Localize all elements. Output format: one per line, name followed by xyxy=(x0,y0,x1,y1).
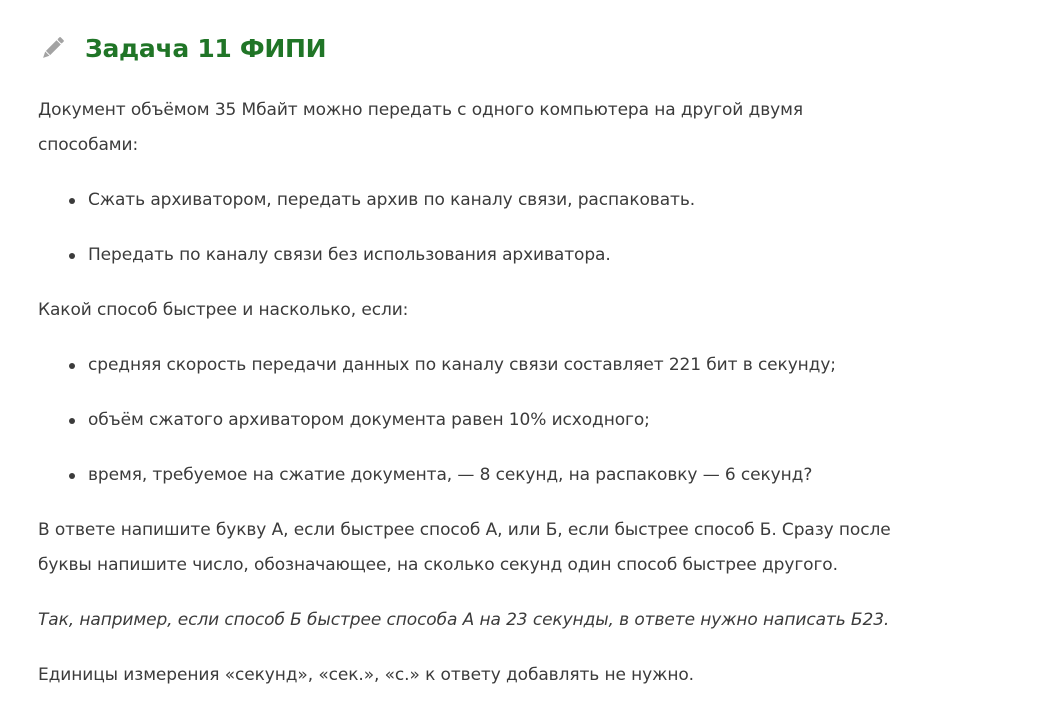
page-title: Задача 11 ФИПИ xyxy=(85,33,327,63)
intro-text-line-2: способами: xyxy=(38,135,139,155)
pencil-icon xyxy=(38,33,68,63)
task-header xyxy=(38,28,326,68)
method-a-text: Сжать архиватором, передать архив по каналу связи, распаковать. xyxy=(88,190,696,210)
list-item xyxy=(88,348,836,383)
condition-speed-text: средняя скорость передачи данных по каналу связи составляет 221 бит в секунду; xyxy=(88,355,836,375)
method-b-text: Передать по каналу связи без использования архиватора. xyxy=(88,245,611,265)
list-item xyxy=(88,458,812,493)
bullet xyxy=(69,253,75,259)
bullet xyxy=(69,198,75,204)
units-note-text: Единицы измерения «секунд», «сек.», «с.» к ответу добавлять не нужно. xyxy=(38,665,694,685)
bullet xyxy=(69,473,75,479)
list-item xyxy=(88,403,650,438)
example-text: Так, например, если способ Б быстрее способа А на 23 секунды, в ответе нужно написать Б23. xyxy=(38,610,890,630)
condition-time-text: время, требуемое на сжатие документа, — 8 секунд, на распаковку — 6 секунд? xyxy=(88,465,813,485)
intro-text-line-1: Документ объёмом 35 Мбайт можно передать с одного компьютера на другой двумя xyxy=(38,100,803,120)
bullet xyxy=(69,418,75,424)
question-text: Какой способ быстрее и насколько, если: xyxy=(38,300,409,320)
bullet xyxy=(69,363,75,369)
answer-instructions-line-2: буквы напишите число, обозначающее, на сколько секунд один способ быстрее другого. xyxy=(38,555,838,575)
list-item xyxy=(88,183,695,218)
condition-compression-text: объём сжатого архиватором документа равен 10% исходного; xyxy=(88,410,650,430)
answer-instructions-line-1: В ответе напишите букву А, если быстрее способ А, или Б, если быстрее способ Б. Сразу после xyxy=(38,520,891,540)
list-item xyxy=(88,238,611,273)
